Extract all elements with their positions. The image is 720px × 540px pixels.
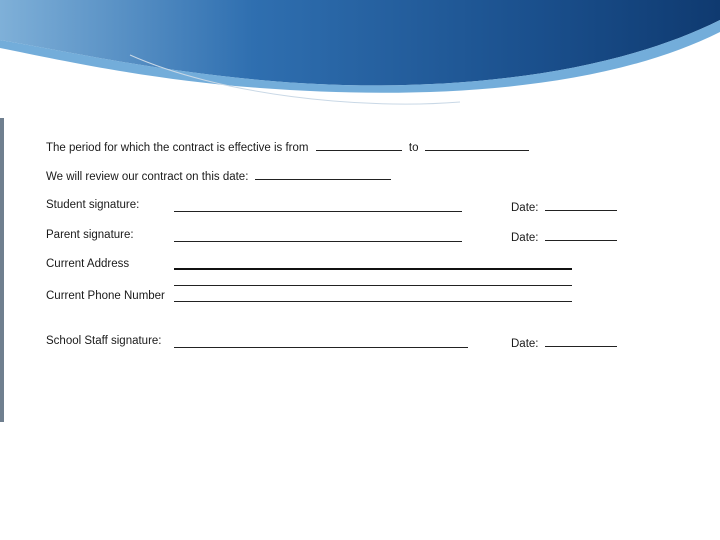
student-signature-label: Student signature:: [46, 199, 140, 211]
parent-date-field[interactable]: [545, 229, 617, 241]
parent-signature-field[interactable]: [174, 241, 462, 242]
staff-signature-label: School Staff signature:: [46, 335, 162, 347]
parent-date-label: Date:: [511, 232, 539, 244]
address-field-line-1[interactable]: [174, 268, 572, 270]
header-banner: [0, 0, 720, 120]
period-from-field[interactable]: [316, 139, 402, 151]
staff-signature-field[interactable]: [174, 347, 468, 348]
period-label: The period for which the contract is effective is from: [46, 142, 309, 154]
review-label: We will review our contract on this date:: [46, 171, 249, 183]
phone-label: Current Phone Number: [46, 290, 165, 302]
period-to-label: to: [408, 142, 419, 154]
review-date-field[interactable]: [255, 168, 391, 180]
staff-date-label: Date:: [511, 338, 539, 350]
left-margin-rule: [0, 118, 4, 422]
phone-field[interactable]: [174, 301, 572, 302]
parent-date-group: [511, 229, 617, 244]
student-date-label: Date:: [511, 202, 539, 214]
staff-date-group: [511, 335, 617, 350]
address-label: Current Address: [46, 258, 130, 270]
staff-date-field[interactable]: [545, 335, 617, 347]
student-date-field[interactable]: [545, 199, 617, 211]
parent-signature-label: Parent signature:: [46, 229, 134, 241]
period-to-field[interactable]: [425, 139, 529, 151]
review-row: [46, 168, 391, 183]
address-field-line-2[interactable]: [174, 285, 572, 286]
student-date-group: [511, 199, 617, 214]
student-signature-field[interactable]: [174, 211, 462, 212]
period-row: [46, 139, 529, 154]
